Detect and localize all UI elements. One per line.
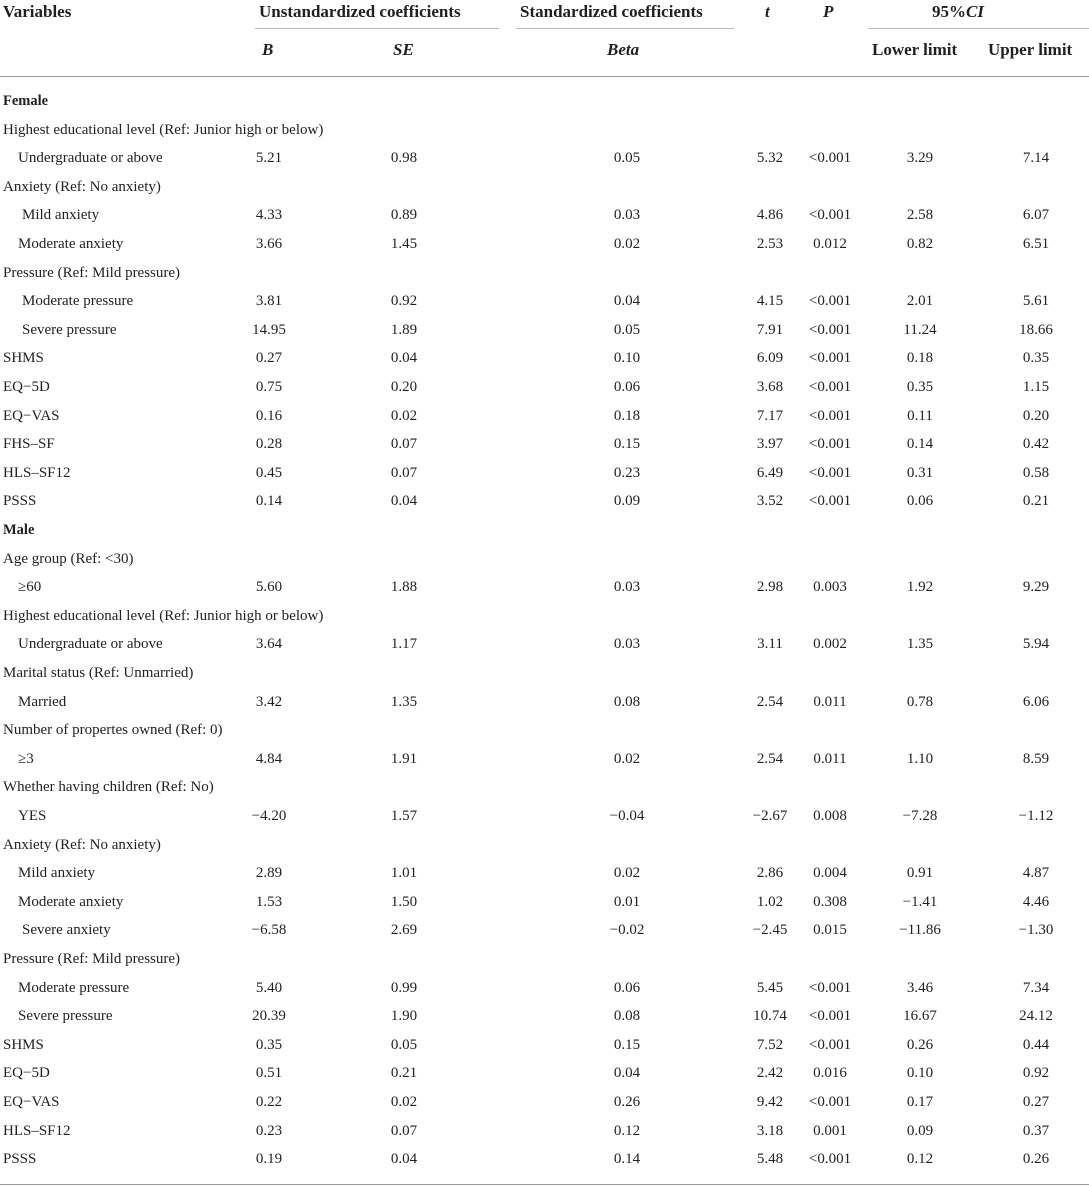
cell-b: 3.42 xyxy=(255,693,283,710)
cell-t: −2.67 xyxy=(752,808,788,824)
cell-b: 0.19 xyxy=(255,1151,283,1168)
row-label: Severe pressure xyxy=(18,1008,113,1025)
cell-upper: 0.37 xyxy=(1022,1122,1050,1139)
cell-lower: 0.82 xyxy=(906,236,934,252)
cell-se: 0.20 xyxy=(390,379,418,395)
row-label: HLS–SF12 xyxy=(3,1122,71,1139)
cell-p: 0.004 xyxy=(813,865,847,882)
spanner-line-unstd xyxy=(255,28,499,29)
cell-b: 5.60 xyxy=(255,579,283,596)
header-beta: Beta xyxy=(607,40,640,59)
cell-p: 0.012 xyxy=(813,236,847,252)
table-row xyxy=(0,916,1089,944)
row-label: EQ−VAS xyxy=(3,407,60,424)
cell-upper: 0.26 xyxy=(1022,1151,1050,1168)
cell-t: 5.45 xyxy=(756,979,784,996)
table-row xyxy=(0,230,1089,258)
cell-upper: 7.34 xyxy=(1022,979,1050,996)
cell-beta: 0.03 xyxy=(613,207,641,224)
cell-lower: 0.35 xyxy=(906,379,934,395)
cell-b: 3.66 xyxy=(255,236,283,252)
row-label: Moderate pressure xyxy=(18,979,130,996)
header-ci xyxy=(932,2,984,22)
cell-upper: 6.07 xyxy=(1022,207,1050,224)
cell-t: 2.54 xyxy=(756,750,784,767)
cell-beta: 0.06 xyxy=(613,979,641,996)
cell-se: 1.90 xyxy=(390,1008,418,1025)
cell-b: 14.95 xyxy=(252,321,286,338)
cell-p: <0.001 xyxy=(808,407,852,424)
table-row xyxy=(0,344,1089,372)
cell-t: 4.15 xyxy=(756,293,784,310)
cell-beta: −0.02 xyxy=(609,922,645,939)
table-row xyxy=(0,287,1089,315)
cell-se: 0.02 xyxy=(390,1094,418,1110)
table-row xyxy=(0,459,1089,487)
cell-beta: 0.23 xyxy=(613,464,641,481)
table-row xyxy=(0,745,1089,773)
cell-p: <0.001 xyxy=(808,293,852,310)
cell-upper: 0.92 xyxy=(1022,1065,1050,1082)
header-variables: Variables xyxy=(3,2,72,21)
cell-lower: 0.14 xyxy=(906,436,934,453)
row-label: Mild anxiety xyxy=(18,865,96,882)
cell-b: 0.22 xyxy=(255,1094,283,1110)
cell-b: 2.89 xyxy=(255,865,283,882)
cell-p: <0.001 xyxy=(808,493,852,510)
table-row xyxy=(0,201,1089,229)
cell-b: 0.35 xyxy=(255,1036,283,1053)
cell-lower: −7.28 xyxy=(902,808,938,824)
cell-b: 5.40 xyxy=(255,979,283,996)
spanner-line-ci xyxy=(868,28,1089,29)
cell-b: 1.53 xyxy=(255,893,283,910)
group-row xyxy=(0,173,1089,201)
row-label: Age group (Ref: <30) xyxy=(3,550,134,567)
table-row xyxy=(0,859,1089,887)
cell-t: 5.48 xyxy=(756,1151,784,1168)
row-label: Moderate anxiety xyxy=(18,893,124,910)
cell-beta: 0.02 xyxy=(613,750,641,767)
cell-beta: 0.14 xyxy=(613,1151,641,1168)
cell-se: 1.57 xyxy=(390,808,418,824)
cell-upper: 7.14 xyxy=(1022,150,1050,167)
cell-beta: 0.15 xyxy=(613,1036,641,1053)
group-row xyxy=(0,945,1089,973)
cell-lower: 1.92 xyxy=(906,579,934,596)
cell-lower: 1.10 xyxy=(906,750,934,767)
table-row xyxy=(0,487,1089,515)
cell-upper: 4.46 xyxy=(1022,893,1050,910)
row-label: PSSS xyxy=(3,493,37,510)
cell-se: 1.35 xyxy=(390,693,418,710)
cell-beta: 0.26 xyxy=(613,1094,641,1110)
cell-se: 1.01 xyxy=(390,865,418,882)
cell-beta: 0.15 xyxy=(613,436,641,453)
cell-lower: 0.10 xyxy=(906,1065,934,1082)
cell-lower: 0.17 xyxy=(906,1094,934,1110)
cell-p: 0.308 xyxy=(813,893,847,910)
cell-lower: 0.78 xyxy=(906,693,934,710)
cell-t: 4.86 xyxy=(756,207,784,224)
cell-t: 3.97 xyxy=(756,436,784,453)
cell-se: 0.99 xyxy=(390,979,418,996)
cell-upper: 0.20 xyxy=(1022,407,1050,424)
row-label: ≥3 xyxy=(18,750,34,767)
header-standardized: Standardized coefficients xyxy=(520,2,703,21)
cell-t: 5.32 xyxy=(756,150,784,167)
cell-upper: 0.21 xyxy=(1022,493,1050,510)
header-t: t xyxy=(765,2,770,21)
cell-upper: 0.58 xyxy=(1022,464,1050,481)
table-row xyxy=(0,630,1089,658)
row-label: Pressure (Ref: Mild pressure) xyxy=(3,264,181,281)
cell-lower: 0.09 xyxy=(906,1122,934,1139)
header-se: SE xyxy=(393,40,414,59)
cell-se: 1.50 xyxy=(390,893,418,910)
cell-t: 7.91 xyxy=(756,321,784,338)
cell-p: <0.001 xyxy=(808,436,852,453)
cell-lower: 16.67 xyxy=(903,1008,937,1025)
cell-p: <0.001 xyxy=(808,1036,852,1053)
cell-beta: 0.03 xyxy=(613,579,641,596)
cell-upper: 8.59 xyxy=(1022,750,1050,767)
group-row xyxy=(0,659,1089,687)
cell-p: <0.001 xyxy=(808,321,852,338)
cell-lower: 0.18 xyxy=(906,350,934,367)
row-label: Mild anxiety xyxy=(22,207,100,224)
table-row xyxy=(0,1145,1089,1173)
row-label: YES xyxy=(18,808,47,824)
row-label: Number of propertes owned (Ref: 0) xyxy=(3,722,223,739)
cell-upper: 0.44 xyxy=(1022,1036,1050,1053)
table-row xyxy=(0,1002,1089,1030)
cell-b: 0.75 xyxy=(255,379,283,395)
group-row xyxy=(0,831,1089,859)
cell-beta: 0.03 xyxy=(613,636,641,653)
cell-p: 0.011 xyxy=(813,750,847,767)
cell-beta: 0.05 xyxy=(613,321,641,338)
cell-se: 2.69 xyxy=(390,922,418,939)
cell-upper: 0.35 xyxy=(1022,350,1050,367)
cell-se: 0.04 xyxy=(390,493,418,510)
row-label: Male xyxy=(3,522,35,538)
table-row xyxy=(0,974,1089,1002)
cell-upper: 1.15 xyxy=(1022,379,1050,395)
spanner-line-std xyxy=(516,28,734,29)
cell-lower: 0.31 xyxy=(906,464,934,481)
row-label: Married xyxy=(18,693,67,710)
row-label: Severe pressure xyxy=(22,321,117,338)
row-label: HLS–SF12 xyxy=(3,464,71,481)
cell-lower: −1.41 xyxy=(902,893,938,910)
cell-lower: 3.29 xyxy=(906,150,934,167)
cell-se: 0.07 xyxy=(390,464,418,481)
cell-beta: −0.04 xyxy=(609,808,645,824)
cell-lower: 0.12 xyxy=(906,1151,934,1168)
cell-beta: 0.08 xyxy=(613,693,641,710)
group-row xyxy=(0,545,1089,573)
cell-t: 2.86 xyxy=(756,865,784,882)
cell-lower: 0.06 xyxy=(906,493,934,510)
cell-p: <0.001 xyxy=(808,350,852,367)
cell-b: 4.33 xyxy=(255,207,283,224)
cell-b: 5.21 xyxy=(255,150,283,167)
cell-p: <0.001 xyxy=(808,207,852,224)
cell-b: 4.84 xyxy=(255,750,283,767)
cell-beta: 0.09 xyxy=(613,493,641,510)
header-upper: Upper limit xyxy=(988,40,1073,59)
row-label: Anxiety (Ref: No anxiety) xyxy=(3,836,161,853)
cell-lower: −11.86 xyxy=(899,922,941,939)
table-row xyxy=(0,1088,1089,1116)
cell-upper: 9.29 xyxy=(1022,579,1050,596)
header-p: P xyxy=(823,2,834,21)
cell-p: 0.003 xyxy=(813,579,847,596)
cell-lower: 1.35 xyxy=(906,636,934,653)
cell-b: 0.51 xyxy=(255,1065,283,1082)
cell-beta: 0.06 xyxy=(613,379,641,395)
cell-p: 0.001 xyxy=(813,1122,847,1139)
cell-upper: 5.61 xyxy=(1022,293,1050,310)
cell-beta: 0.02 xyxy=(613,236,641,252)
cell-beta: 0.04 xyxy=(613,293,641,310)
row-label: Highest educational level (Ref: Junior high or below) xyxy=(3,121,324,138)
cell-t: 7.17 xyxy=(756,407,784,424)
cell-t: 1.02 xyxy=(756,893,784,910)
row-label: Female xyxy=(3,93,49,109)
cell-t: 3.11 xyxy=(757,636,783,653)
cell-se: 0.98 xyxy=(390,150,418,167)
cell-upper: −1.12 xyxy=(1018,808,1054,824)
cell-beta: 0.04 xyxy=(613,1065,641,1082)
cell-t: 3.52 xyxy=(756,493,784,510)
row-label: Highest educational level (Ref: Junior high or below) xyxy=(3,607,324,624)
cell-t: 9.42 xyxy=(756,1094,784,1110)
cell-lower: 2.01 xyxy=(906,293,934,310)
cell-p: <0.001 xyxy=(808,464,852,481)
cell-b: 3.64 xyxy=(255,636,283,653)
cell-t: 2.53 xyxy=(756,236,784,252)
cell-se: 0.02 xyxy=(390,407,418,424)
header-unstandardized: Unstandardized coefficients xyxy=(259,2,461,21)
table-row xyxy=(0,688,1089,716)
cell-upper: 5.94 xyxy=(1022,636,1050,653)
cell-se: 0.04 xyxy=(390,350,418,367)
row-label: PSSS xyxy=(3,1151,37,1168)
cell-p: 0.015 xyxy=(813,922,847,939)
row-label: SHMS xyxy=(3,1036,44,1053)
row-label: EQ−VAS xyxy=(3,1094,60,1110)
header-b: B xyxy=(262,40,274,59)
cell-se: 0.89 xyxy=(390,207,418,224)
cell-lower: 0.11 xyxy=(907,407,933,424)
table-row xyxy=(0,1117,1089,1145)
row-label: EQ−5D xyxy=(3,1065,50,1082)
group-row xyxy=(0,716,1089,744)
cell-upper: −1.30 xyxy=(1018,922,1054,939)
row-label: FHS–SF xyxy=(3,436,55,453)
cell-b: −4.20 xyxy=(251,808,287,824)
cell-se: 1.88 xyxy=(390,579,418,596)
cell-lower: 3.46 xyxy=(906,979,934,996)
cell-t: 10.74 xyxy=(753,1008,787,1025)
table-row xyxy=(0,573,1089,601)
table-row xyxy=(0,316,1089,344)
cell-p: <0.001 xyxy=(808,150,852,167)
cell-t: 6.49 xyxy=(756,464,784,481)
cell-p: 0.011 xyxy=(813,693,847,710)
cell-b: −6.58 xyxy=(251,922,287,939)
cell-b: 0.45 xyxy=(255,464,283,481)
cell-se: 0.05 xyxy=(390,1036,418,1053)
cell-lower: 11.24 xyxy=(903,321,937,338)
cell-upper: 24.12 xyxy=(1019,1008,1053,1025)
cell-b: 0.14 xyxy=(255,493,283,510)
row-label: Severe anxiety xyxy=(22,922,111,939)
cell-b: 20.39 xyxy=(252,1008,286,1025)
cell-se: 1.17 xyxy=(390,636,418,653)
cell-t: 2.98 xyxy=(756,579,784,596)
cell-se: 1.91 xyxy=(390,750,418,767)
cell-upper: 6.06 xyxy=(1022,693,1050,710)
cell-lower: 0.91 xyxy=(906,865,934,882)
row-label: Pressure (Ref: Mild pressure) xyxy=(3,951,181,967)
cell-beta: 0.05 xyxy=(613,150,641,167)
row-label: Moderate pressure xyxy=(22,293,134,310)
cell-t: 3.18 xyxy=(756,1122,784,1139)
section-row xyxy=(0,516,1089,544)
cell-upper: 18.66 xyxy=(1019,321,1053,338)
cell-p: 0.002 xyxy=(813,636,847,653)
table-row xyxy=(0,373,1089,401)
row-label: Anxiety (Ref: No anxiety) xyxy=(3,178,161,195)
group-row xyxy=(0,116,1089,144)
table-row xyxy=(0,802,1089,830)
header-ci-text: 95%CI xyxy=(932,2,984,21)
cell-beta: 0.10 xyxy=(613,350,641,367)
cell-beta: 0.12 xyxy=(613,1122,641,1139)
cell-p: <0.001 xyxy=(808,379,852,395)
cell-upper: 0.27 xyxy=(1022,1094,1050,1110)
cell-p: <0.001 xyxy=(808,979,852,996)
cell-t: 7.52 xyxy=(756,1036,784,1053)
cell-se: 1.89 xyxy=(390,321,418,338)
table-row xyxy=(0,1059,1089,1087)
cell-b: 0.27 xyxy=(255,350,283,367)
cell-p: <0.001 xyxy=(808,1008,852,1025)
cell-se: 0.21 xyxy=(390,1065,418,1082)
row-label: SHMS xyxy=(3,350,44,367)
cell-upper: 6.51 xyxy=(1022,236,1050,252)
cell-b: 0.28 xyxy=(255,436,283,453)
cell-se: 0.92 xyxy=(390,293,418,310)
row-label: Moderate anxiety xyxy=(18,236,124,252)
group-row xyxy=(0,259,1089,287)
cell-t: 3.68 xyxy=(756,379,784,395)
row-label: EQ−5D xyxy=(3,379,50,395)
section-row xyxy=(0,87,1089,115)
cell-se: 0.04 xyxy=(390,1151,418,1168)
cell-upper: 4.87 xyxy=(1022,865,1050,882)
cell-beta: 0.18 xyxy=(613,407,641,424)
cell-p: <0.001 xyxy=(808,1094,852,1110)
row-label: Whether having children (Ref: No) xyxy=(3,779,214,796)
cell-beta: 0.02 xyxy=(613,865,641,882)
row-label: Marital status (Ref: Unmarried) xyxy=(3,665,194,681)
row-label: ≥60 xyxy=(18,579,42,596)
row-label: Undergraduate or above xyxy=(18,636,163,653)
cell-lower: 2.58 xyxy=(906,207,934,224)
cell-t: 2.42 xyxy=(756,1065,784,1082)
table-row xyxy=(0,144,1089,172)
cell-b: 3.81 xyxy=(255,293,283,310)
bottom-rule xyxy=(0,1184,1089,1185)
cell-t: 2.54 xyxy=(756,693,784,710)
cell-p: 0.016 xyxy=(813,1065,847,1082)
cell-t: −2.45 xyxy=(752,922,788,939)
cell-beta: 0.08 xyxy=(613,1008,641,1025)
group-row xyxy=(0,602,1089,630)
row-label: Undergraduate or above xyxy=(18,150,163,167)
cell-beta: 0.01 xyxy=(613,893,641,910)
table-row xyxy=(0,888,1089,916)
cell-t: 6.09 xyxy=(756,350,784,367)
header-lower: Lower limit xyxy=(872,40,958,59)
table-row xyxy=(0,1031,1089,1059)
cell-b: 0.16 xyxy=(255,407,283,424)
table-row xyxy=(0,430,1089,458)
cell-upper: 0.42 xyxy=(1022,436,1050,453)
group-row xyxy=(0,773,1089,801)
cell-se: 1.45 xyxy=(390,236,418,252)
header-rule xyxy=(0,76,1089,77)
cell-se: 0.07 xyxy=(390,1122,418,1139)
cell-lower: 0.26 xyxy=(906,1036,934,1053)
cell-p: 0.008 xyxy=(813,808,847,824)
table-row xyxy=(0,402,1089,430)
cell-p: <0.001 xyxy=(808,1151,852,1168)
cell-se: 0.07 xyxy=(390,436,418,453)
cell-b: 0.23 xyxy=(255,1122,283,1139)
